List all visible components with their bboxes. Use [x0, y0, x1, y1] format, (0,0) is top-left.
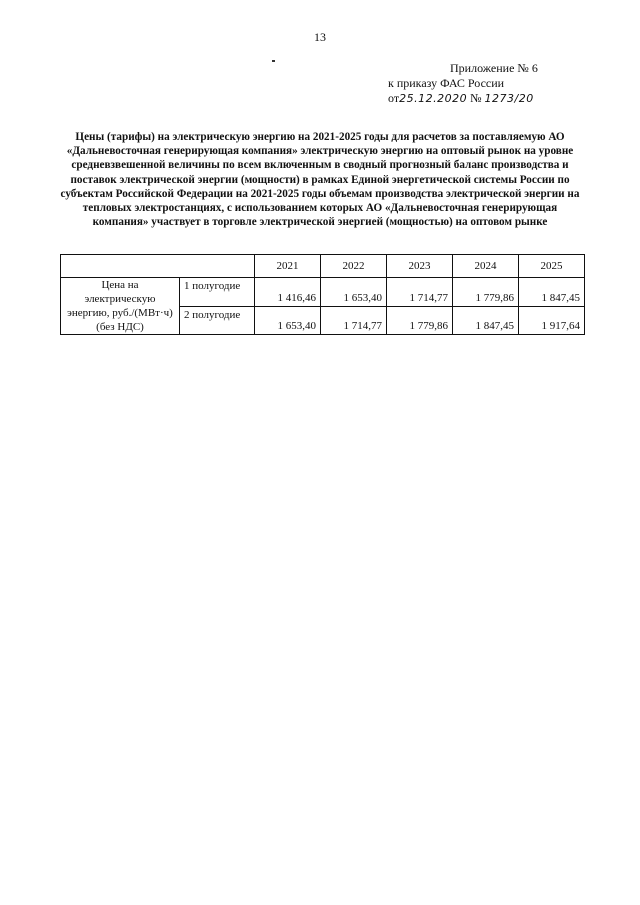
price-cell: 1 847,45	[519, 278, 585, 307]
appendix-title: Приложение № 6	[450, 61, 538, 75]
price-cell: 1 653,40	[255, 306, 321, 335]
document-title: Цены (тарифы) на электрическую энергию на 2021-2025 годы для расчетов за поставляемую АО «Дальневосточная генерирующая компания» электрическую энергию на оптовый рынок на уровне средневзвешенной величины по всем включенным в сводный прогнозный баланс производства и поставок электрической энергии (мощности) в рамках Единой энергетической системы России по субъектам Российской Федерации на 2021-2025 годы объемам производства электрической энергии на тепловых электростанциях, с использованием которых АО «Дальневосточная генерирующая компания» участвует в торговле электрической энергией (мощностью) на оптовом рынке	[60, 131, 580, 229]
year-header: 2021	[255, 255, 321, 278]
handwritten-number: 1273/20	[484, 92, 534, 105]
header-empty-cell	[61, 255, 255, 278]
period-cell: 2 полугодие	[180, 306, 255, 335]
date-prefix: от	[388, 91, 400, 105]
price-cell: 1 416,46	[255, 278, 321, 307]
handwritten-date: 25.12.2020	[399, 92, 468, 105]
price-cell: 1 779,86	[387, 306, 453, 335]
price-cell: 1 779,86	[453, 278, 519, 307]
year-header: 2025	[519, 255, 585, 278]
year-header: 2022	[321, 255, 387, 278]
price-cell: 1 847,45	[453, 306, 519, 335]
page-number: 13	[314, 30, 326, 44]
scan-dot-mark	[272, 60, 275, 62]
table-header-row	[61, 255, 585, 278]
price-cell: 1 714,77	[321, 306, 387, 335]
price-cell: 1 917,64	[519, 306, 585, 335]
price-cell: 1 714,77	[387, 278, 453, 307]
year-header: 2023	[387, 255, 453, 278]
appendix-order-ref: к приказу ФАС России	[388, 76, 505, 90]
period-cell: 1 полугодие	[180, 278, 255, 307]
row-label: Цена на электрическую энергию, руб./(МВт·ч) (без НДС)	[61, 278, 180, 335]
number-prefix: №	[470, 91, 482, 105]
table-row	[61, 278, 585, 307]
appendix-date-line	[388, 91, 538, 106]
appendix-block	[388, 61, 538, 106]
year-header: 2024	[453, 255, 519, 278]
tariff-table	[60, 254, 585, 335]
price-cell: 1 653,40	[321, 278, 387, 307]
